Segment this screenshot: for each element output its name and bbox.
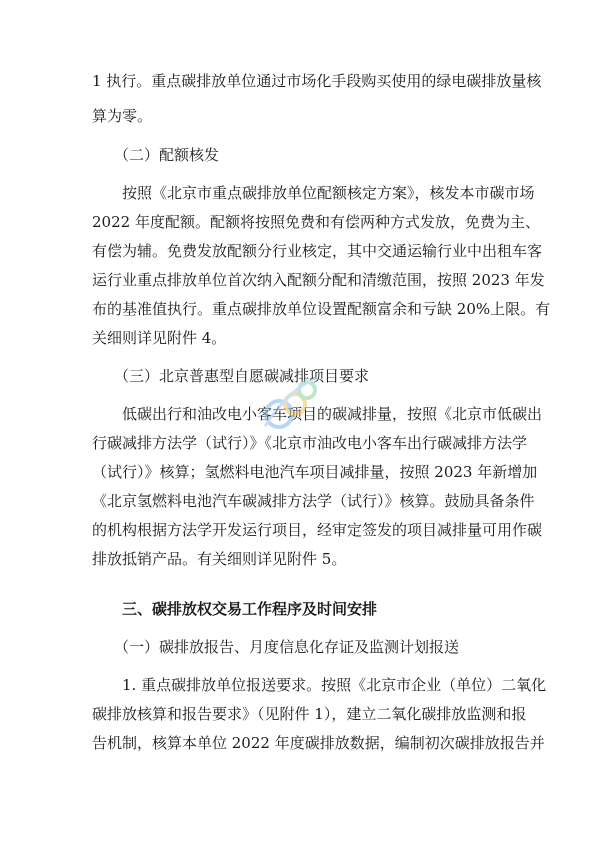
text-line: 关细则详见附件 4。 xyxy=(92,329,227,347)
text-line: 1 执行。重点碳排放单位通过市场化手段购买使用的绿电碳排放量核 xyxy=(92,72,542,90)
text-line: 运行业重点排放单位首次纳入配额分配和清缴范围，按照 2023 年发 xyxy=(92,271,545,289)
text-line: 算为零。 xyxy=(92,107,153,125)
text-line: 的机构根据方法学开发运行项目，经审定签发的项目减排量可用作碳 xyxy=(92,521,543,539)
section-heading: （三）北京普惠型自愿碳减排项目要求 xyxy=(114,367,370,385)
text-line: 低碳出行和油改电小客车项目的碳减排量，按照《北京市低碳出 xyxy=(122,405,543,423)
text-line: 碳排放核算和报告要求》（见附件 1），建立二氧化碳排放监测和报 xyxy=(92,705,527,723)
text-line: 1. 重点碳排放单位报送要求。按照《北京市企业（单位）二氧化 xyxy=(122,676,547,694)
text-line: 有偿为辅。免费发放配额分行业核定，其中交通运输行业中出租车客 xyxy=(92,242,543,260)
section-heading: （二）配额核发 xyxy=(114,146,220,164)
text-line: 按照《北京市重点碳排放单位配额核定方案》，核发本市碳市场 xyxy=(122,184,535,202)
text-line: 行碳减排方法学（试行）》《北京市油改电小客车出行碳减排方法学 xyxy=(92,434,528,452)
section-heading: （一）碳排放报告、月度信息化存证及监测计划报送 xyxy=(114,638,460,656)
text-line: 《北京氢燃料电池汽车碳减排方法学（试行）》核算。鼓励具备条件 xyxy=(92,492,535,510)
text-line: （试行）》核算；氢燃料电池汽车项目减排量，按照 2023 年新增加 xyxy=(92,463,538,481)
text-line: 告机制，核算本单位 2022 年度碳排放数据，编制初次碳排放报告并 xyxy=(92,734,545,752)
text-line: 布的基准值执行。重点碳排放单位设置配额富余和亏缺 20%上限。有 xyxy=(92,300,551,318)
text-line: 排放抵销产品。有关细则详见附件 5。 xyxy=(92,550,347,568)
chapter-heading: 三、碳排放权交易工作程序及时间安排 xyxy=(122,600,378,618)
text-line: 2022 年度配额。配额将按照免费和有偿两种方式发放，免费为主、 xyxy=(92,213,540,231)
